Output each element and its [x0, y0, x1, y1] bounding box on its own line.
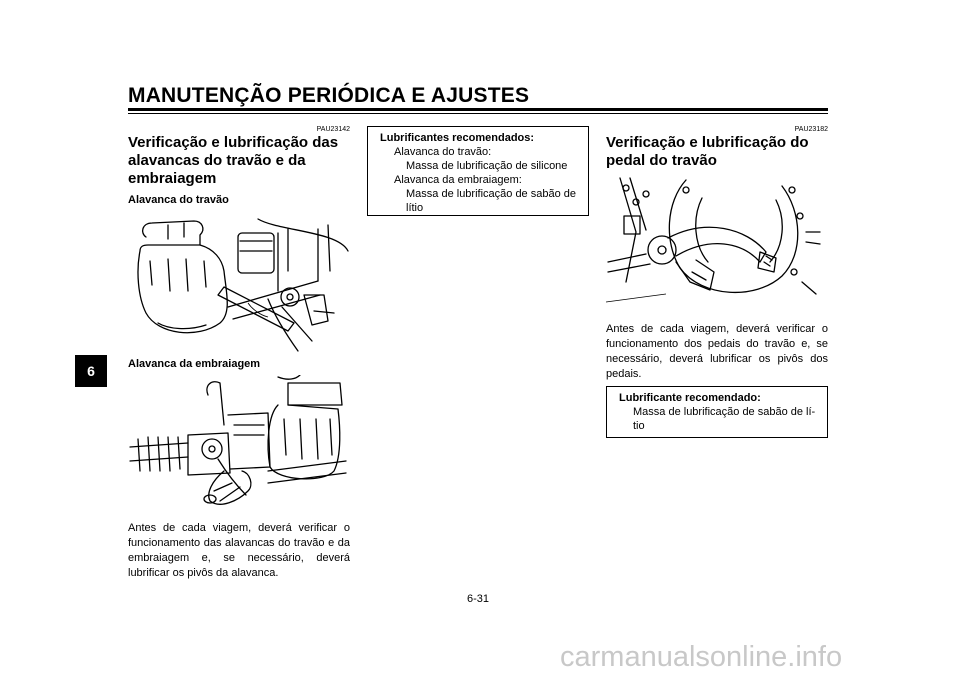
brake-lever-illustration	[128, 211, 350, 353]
lubricant-brake-label: Alavanca do travão:	[394, 146, 492, 158]
lubricant-clutch-label: Alavanca da embraiagem:	[394, 174, 522, 186]
lubricant-brake-value: Massa de lubrificação de silicone	[406, 160, 568, 172]
paragraph-levers: Antes de cada viagem, deverá verificar o funcionamento das alavancas do travão e da embraiagem e, se necessário, deverá lubrificar os pivôs da alavanca.	[128, 522, 350, 579]
watermark: carmanualsonline.info	[560, 641, 843, 673]
paragraph-pedal: Antes de cada viagem, deverá verificar o funcionamento dos pedais do travão e, se necessário, deverá lubrificar os pivôs dos pedais.	[606, 323, 828, 380]
lubricant-pedal-box	[606, 386, 828, 438]
chapter-tab: 6	[75, 355, 107, 387]
page-number: 6-31	[467, 593, 490, 605]
subheading-clutch-lever: Alavanca da embraiagem	[128, 358, 261, 370]
page-header-title: MANUTENÇÃO PERIÓDICA E AJUSTES	[128, 84, 530, 107]
lubricant-pedal-heading: Lubrificante recomendado:	[619, 392, 761, 404]
clutch-lever-illustration	[128, 375, 350, 517]
header-rule-thin	[128, 113, 828, 114]
header-rule-thick	[128, 108, 828, 111]
lubricants-heading: Lubrificantes recomendados:	[380, 132, 535, 144]
subheading-brake-lever: Alavanca do travão	[128, 194, 229, 206]
lubricant-clutch-value: Massa de lubrificação de sabão de lítio	[406, 188, 576, 214]
section-code-right: PAU23182	[794, 126, 828, 133]
section-title-pedal: Verificação e lubrificação do pedal do travão	[606, 134, 809, 169]
section-title-levers: Verificação e lubrificação das alavancas do travão e da embraiagem	[128, 134, 339, 187]
lubricant-pedal-value: Massa de lubrificação de sabão de lí-tio	[633, 406, 816, 432]
brake-pedal-illustration	[606, 172, 828, 314]
lubricants-box	[367, 126, 589, 216]
section-code-left: PAU23142	[316, 126, 350, 133]
